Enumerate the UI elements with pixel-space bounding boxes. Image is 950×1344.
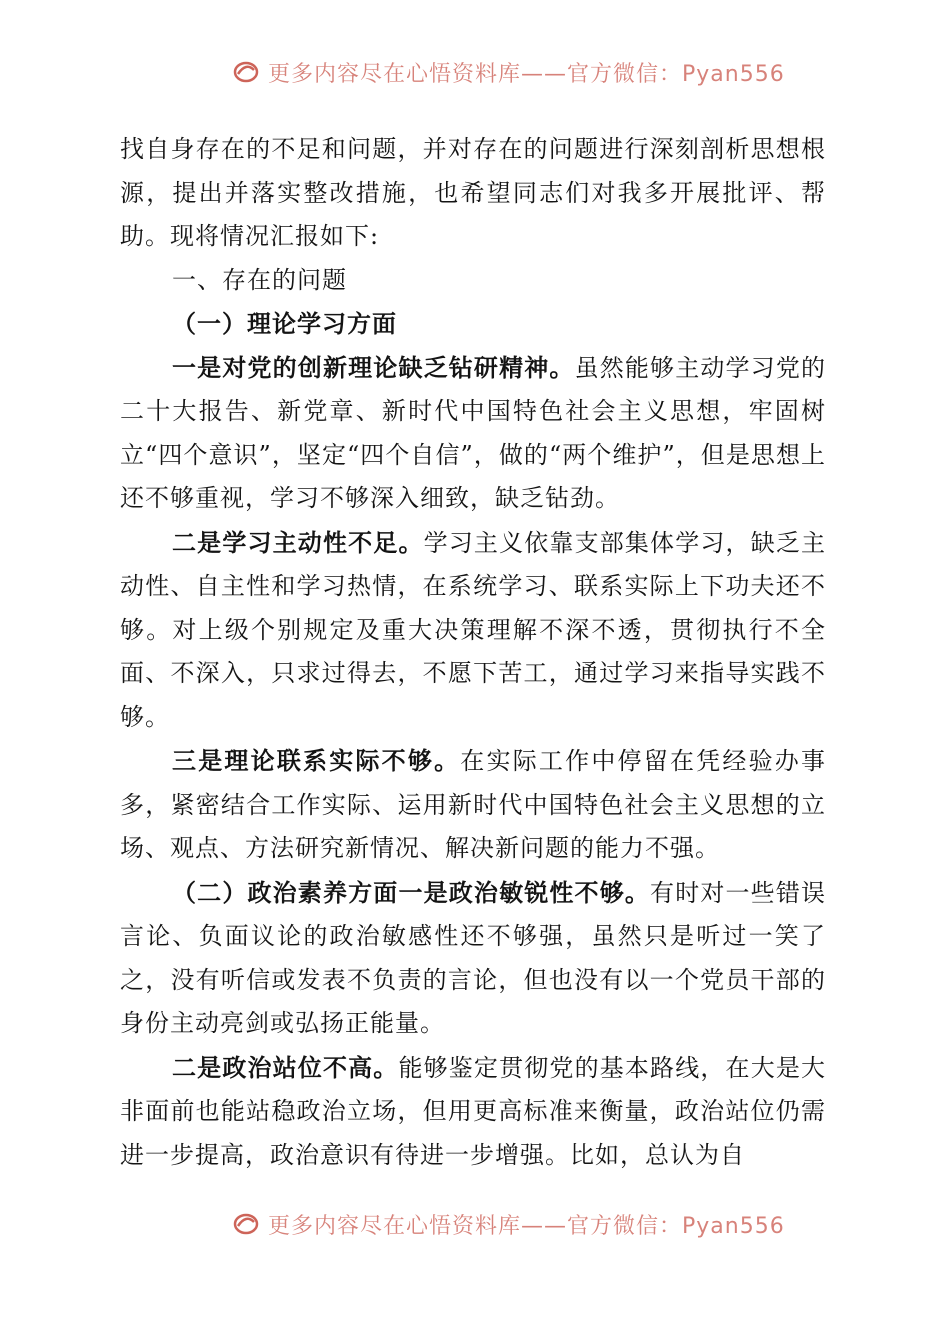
- paragraph-text: 在实际工作中停留在凭经验办事多，紧密结合工作实际、运用新时代中国特色社会主义思想的立场、观点、方法研究新情况、解决新问题的能力不强。: [120, 747, 827, 862]
- paragraph-text: 有时对一些错误言论、负面议论的政治敏感性还不够强，虽然只是听过一笑了之，没有听信或发表不负责的言论，但也没有以一个党员干部的身份主动亮剑或弘扬正能量。: [120, 878, 827, 1037]
- paragraph-lead: 三是理论联系实际不够。: [172, 746, 461, 775]
- watermark-text: 更多内容尽在心悟资料库——官方微信：Pyan556: [268, 61, 785, 87]
- watermark-text: 更多内容尽在心悟资料库——官方微信：Pyan556: [268, 1213, 785, 1239]
- paragraph-intro: 找自身存在的不足和问题，并对存在的问题进行深刻剖析思想根源，提出并落实整改措施，也希望同志们对我多开展批评、帮助。现将情况汇报如下:: [120, 135, 826, 250]
- paragraph-5: [120, 1046, 826, 1178]
- watermark-logo-icon: [232, 58, 260, 86]
- watermark-logo-icon: [232, 1210, 260, 1238]
- watermark-header: [232, 54, 785, 90]
- watermark-footer: [232, 1206, 785, 1242]
- section-heading: 一、存在的问题: [172, 265, 347, 294]
- paragraph-2: [120, 521, 826, 740]
- paragraph-lead: 一是对党的创新理论缺乏钻研精神。: [172, 352, 575, 382]
- paragraph-text: 能够鉴定贯彻党的基本路线，在大是大非面前也能站稳政治立场，但用更高标准来衡量，政治站位仍需进一步提高，政治意识有待进一步增强。比如，总认为自: [120, 1053, 827, 1169]
- paragraph-text: 学习主义依靠支部集体学习，缺乏主动性、自主性和学习热情，在系统学习、联系实际上下功夫还不够。对上级个别规定及重大决策理解不深不透，贯彻执行不全面、不深入，只求过得去，不愿下苦工，通过学习来指导实践不够。: [120, 528, 827, 731]
- subsection-heading: （一）理论学习方面: [172, 309, 397, 338]
- paragraph-lead: （二）政治素养方面一是政治敏锐性不够。: [172, 877, 651, 907]
- paragraph-lead: 二是政治站位不高。: [172, 1052, 399, 1082]
- paragraph-text: 虽然能够主动学习党的二十大报告、新党章、新时代中国特色社会主义思想，牢固树立“四个意识”，坚定“四个自信”，做的“两个维护”，但是思想上还不够重视，学习不够深入细致，缺乏钻劲。: [120, 353, 827, 512]
- paragraph-4: [120, 871, 826, 1046]
- paragraph-3: [120, 739, 826, 871]
- document-body: [120, 128, 826, 1177]
- paragraph-lead: 二是学习主动性不足。: [172, 527, 424, 557]
- paragraph-1: [120, 346, 826, 521]
